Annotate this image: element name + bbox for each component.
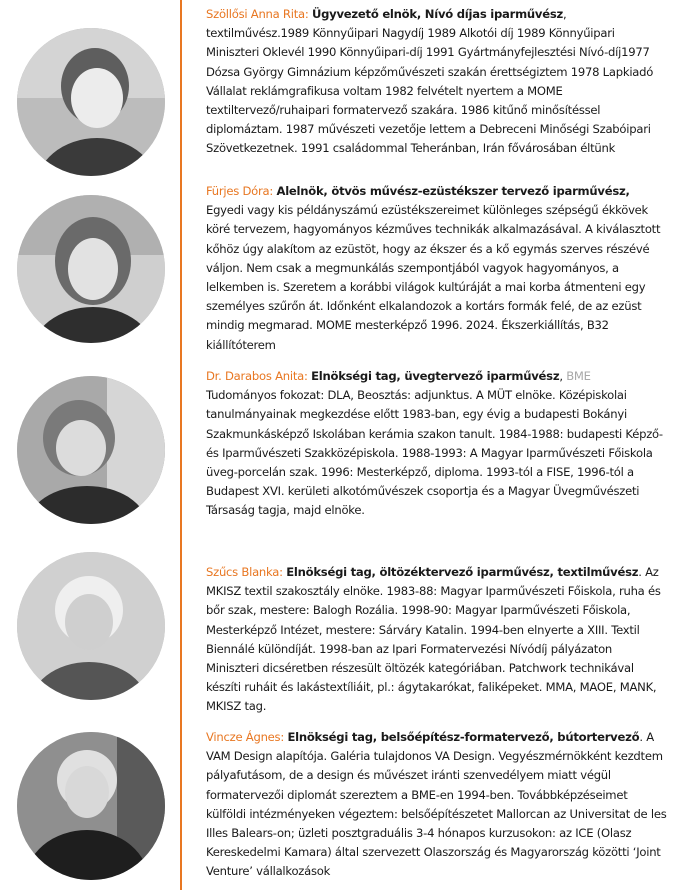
role-punctuation: , <box>559 369 567 383</box>
bio-entry-furjes <box>206 182 668 355</box>
person-name: Szöllősi Anna Rita <box>206 7 305 21</box>
name-separator: : <box>280 730 288 744</box>
portrait-photo-szucs <box>17 552 165 700</box>
role-punctuation: . <box>639 730 647 744</box>
bio-entry-szollosi <box>206 5 668 159</box>
bio-entry-vincze <box>206 728 668 882</box>
name-separator: : <box>279 565 287 579</box>
role-punctuation: . <box>638 565 646 579</box>
bio-entry-darabos <box>206 367 668 521</box>
bio-paragraph <box>206 728 668 882</box>
name-separator: : <box>269 184 277 198</box>
person-bio: Az MKISZ textil szakosztály elnöke. 1983-88: Magyar Iparművészeti Főiskola, ruha és bőr szak, mestere: Balogh Rozália. 1998-90: Magyar Iparművészeti Főiskola, Mesterképző Intézet, mestere: Sárváry Katalin. 1994-ben elnyerte a XIII. Textil Biennálé különdíját. 1998-ban az Ipari Formatervezési Nívódíj pályázaton Miniszteri dicséretben részesült öltözék kategóriában. Patchwork technikával készíti ruháit és lakástextíliáit, pl.: ágytakarókat, faliképeket. MMA, MAOE, MANK, MKISZ tag. <box>206 565 661 714</box>
person-name: Szűcs Blanka <box>206 565 280 579</box>
bio-paragraph <box>206 182 668 355</box>
person-bio: textilművész.1989 Könnyűipari Nagydíj 1989 Alkotói díj 1989 Könnyűipari Miniszteri Oklevél 1990 Könnyűipari-díj 1991 Gyártmányfejlesztési Nívó-díj1977 Dózsa György Gimnázium képzőművészeti szakán érettségiztem 1978 Lapkiadó Vállalat reklámgrafikusa voltam 1982 felvételt nyertem a MOME textiltervező/ruhaipari formatervező szakára. 1986 kitűnő minősítéssel diplomáztam. 1987 művészeti vezetője lettem a Debreceni Minőségi Szabóipari Szövetkezetnek. 1991 családommal Teheránban, Irán fővárosában éltünk <box>206 26 654 156</box>
portrait-photo-darabos <box>17 376 165 524</box>
portrait-photo-szollosi <box>17 28 165 176</box>
person-affiliation: BME <box>566 369 591 383</box>
person-name: Dr. Darabos Anita <box>206 369 304 383</box>
portrait-photo-furjes <box>17 195 165 343</box>
portrait-photo-icon <box>17 28 165 176</box>
portrait-photo-icon <box>17 376 165 524</box>
portrait-photo-icon <box>17 732 165 880</box>
person-role: Ügyvezető elnök, Nívó díjas iparművész <box>311 7 563 21</box>
person-name: Vincze Ágnes <box>206 730 281 744</box>
portrait-photo-vincze <box>17 732 165 880</box>
person-role: Elnökségi tag, belsőépítész-formatervező, bútortervező <box>287 730 640 744</box>
portrait-photo-icon <box>17 195 165 343</box>
portrait-photo-icon <box>17 552 165 700</box>
person-role: Elnökségi tag, öltözéktervező iparművész, textilművész <box>286 565 639 579</box>
person-name: Fürjes Dóra <box>206 184 270 198</box>
person-bio: Tudományos fokozat: DLA, Beosztás: adjunktus. A MÜT elnöke. Középiskolai tanulmányainak megkezdése előtt 1983-ban, egy évig a budapesti Bokányi Szakmunkásképző Iskolában kerámia szakon tanult. 1984-1988: budapesti Képző- és Iparművészeti Szakközépiskola. 1988-1993: A Magyar Iparművészeti Főiskola üveg-porcelán szak. 1996: Mesterképző, diploma. 1993-tól a FISE, 1996-tól a Budapest XVI. kerületi alkotóművészek csoportja és a Magyar Üvegművészeti Társaság tagja, majd elnöke. <box>206 388 663 518</box>
bio-paragraph <box>206 563 668 717</box>
bio-paragraph <box>206 5 668 159</box>
name-separator: : <box>303 369 312 383</box>
person-role: Elnökségi tag, üvegtervező iparművész <box>311 369 560 383</box>
person-bio: Egyedi vagy kis példányszámú ezüstékszereimet különleges szépségű ékkövek köré tervezem, hagyományos kézműves technikák alkalmazásával. A kiválasztott kőhöz úgy alakítom az ezüstöt, hogy az ékszer és a kő egymás szerves részévé váljon. Nem csak a megmunkálás szempontjából vagyok hagyományos, a lelkemben is. Szeretem a korábbi világok kultúráját a mai korba átmenteni egy személyes szűrőn át. Időnként elkalandozok a kortárs formák felé, de az ezüst mindig megmarad. MOME mesterképző 1996. 2024. Ékszerkiállítás, B32 kiállítóterem <box>206 203 661 352</box>
role-punctuation: , <box>562 7 567 21</box>
bio-paragraph <box>206 367 668 521</box>
bio-entry-szucs <box>206 563 668 717</box>
person-bio: A VAM Design alapítója. Galéria tulajdonos VA Design. Vegyészmérnökként kezdtem pályafutásom, de a design és művészet iránti szenvedélyem miatt végül formatervezői diplomát szereztem a BME-en 1994-ben. Továbbképzéseimet külföldi intézményeken végeztem: belsőépítészetet Mallorcan az Universitat de les Illes Balears-on; üzleti posztgraduális 3-4 hónapos kurzusokon: az ICE (Olasz Kereskedelmi Kamara) által szervezett Olaszország és Magyarország közötti ‘Joint Venture’ vállalkozások <box>206 730 667 879</box>
orange-divider-line <box>180 0 182 890</box>
person-role: Alelnök, ötvös művész-ezüstékszer tervező iparművész, <box>276 184 630 198</box>
name-separator: : <box>304 7 312 21</box>
